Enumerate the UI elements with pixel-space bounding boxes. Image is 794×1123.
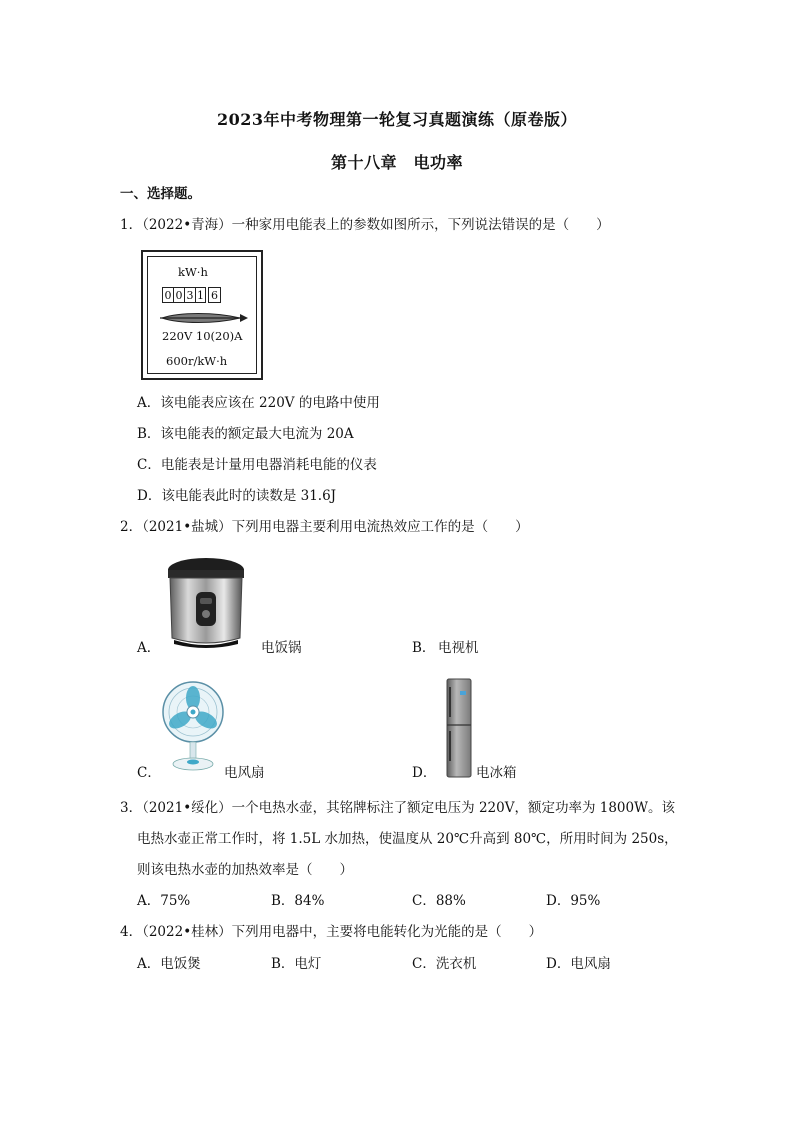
meter-disc-icon [160, 311, 250, 325]
question-1-stem: 1．（2022•青海）一种家用电能表上的参数如图所示，下列说法错误的是（ ） [120, 217, 610, 233]
question-2-option-c-label: 电风扇 [224, 765, 265, 781]
meter-digit: 0 [162, 287, 173, 303]
question-2-stem: 2．（2021•盐城）下列用电器主要利用电流热效应工作的是（ ） [120, 519, 529, 535]
meter-constant-label: 600r/kW·h [166, 354, 228, 368]
question-2-option-d-label: 电冰箱 [476, 765, 517, 781]
meter-digit: 3 [184, 287, 195, 303]
question-3-option-b: B．84% [271, 893, 325, 909]
question-3-stem-line-3: 则该电热水壶的加热效率是（ ） [137, 862, 353, 878]
question-1-option-a: A．该电能表应该在 220V 的电路中使用 [137, 395, 380, 411]
question-2-option-a-label: 电饭锅 [261, 640, 302, 656]
question-1-option-d: D．该电能表此时的读数是 31.6J [137, 488, 337, 504]
electric-meter-figure [141, 250, 263, 380]
refrigerator-icon [445, 677, 473, 780]
question-2-option-d-letter: D． [412, 765, 437, 781]
question-4-option-d: D．电风扇 [546, 956, 611, 972]
question-1-option-b: B．该电能表的额定最大电流为 20A [137, 426, 354, 442]
chapter-title: 第十八章 电功率 [330, 153, 463, 172]
question-3-option-c: C．88% [412, 893, 466, 909]
question-4-option-b: B．电灯 [271, 956, 322, 972]
section-heading: 一、选择题。 [120, 186, 201, 202]
question-2-option-a-letter: A． [137, 640, 161, 656]
question-4-stem: 4．（2022•桂林）下列用电器中，主要将电能转化为光能的是（ ） [120, 924, 543, 940]
meter-digit-decimal: 6 [208, 287, 221, 303]
document-title: 2023年中考物理第一轮复习真题演练（原卷版） [216, 110, 578, 129]
meter-digit-display [162, 287, 221, 303]
question-3-stem-line-2: 电热水壶正常工作时，将 1.5L 水加热，使温度从 20℃升高到 80℃，所用时间为 250s， [137, 831, 678, 847]
question-3-option-d: D．95% [546, 893, 601, 909]
question-2-option-b-letter: B． [412, 640, 436, 656]
question-3-stem-line-1: 3．（2021•绥化）一个电热水壶，其铭牌标注了额定电压为 220V，额定功率为 1800W。该 [120, 800, 675, 816]
question-2-option-c-letter: C． [137, 765, 161, 781]
question-3-option-a: A．75% [137, 893, 191, 909]
meter-rating-label: 220V 10(20)A [162, 329, 243, 343]
electric-fan-icon [160, 680, 226, 776]
question-1-option-c: C．电能表是计量用电器消耗电能的仪表 [137, 457, 377, 473]
meter-digit: 1 [197, 289, 204, 302]
rice-cooker-icon [164, 556, 248, 650]
meter-unit-label: kW·h [178, 265, 208, 279]
question-2-option-b-label: 电视机 [438, 640, 479, 656]
question-4-option-c: C．洗衣机 [412, 956, 477, 972]
question-4-option-a: A．电饭煲 [137, 956, 201, 972]
meter-digit: 0 [173, 287, 184, 303]
